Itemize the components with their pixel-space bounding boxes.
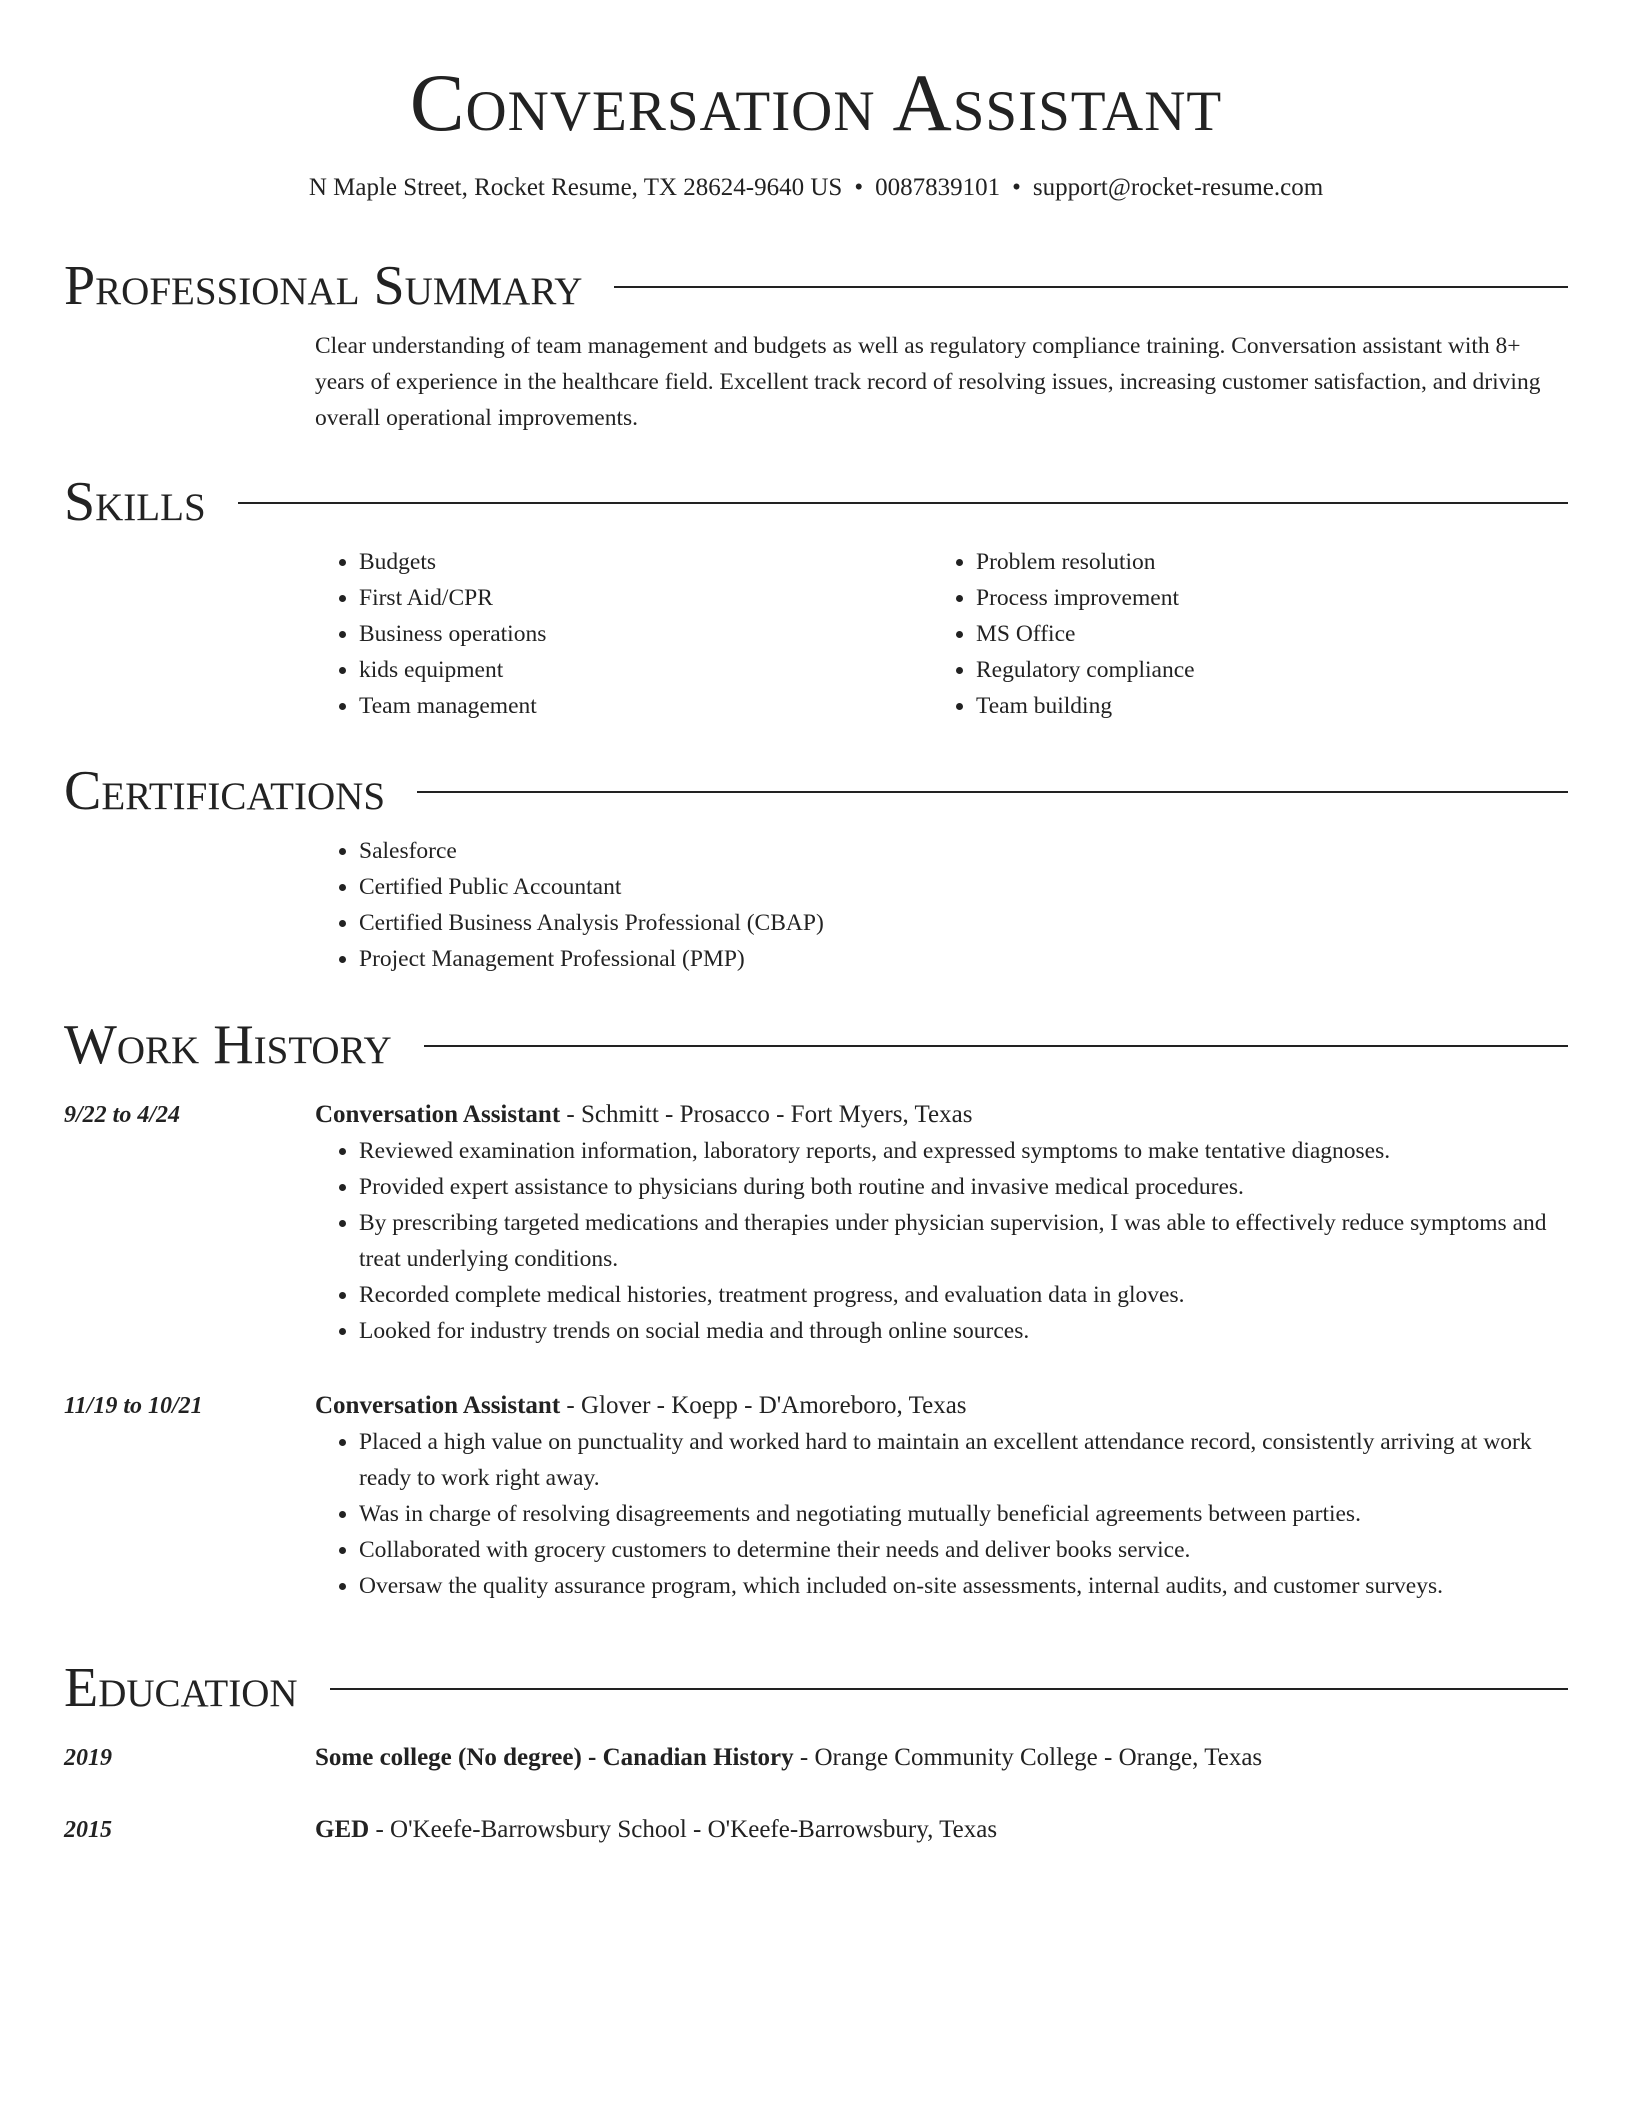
job-company: - Glover - Koepp - D'Amoreboro, Texas <box>560 1392 967 1419</box>
education-year: 2015 <box>64 1817 112 1843</box>
candidate-name: Conversation Assistant <box>409 57 1223 148</box>
resume-page <box>64 0 1568 1843</box>
section-divider <box>424 1045 1568 1047</box>
job-company: - Schmitt - Prosacco - Fort Myers, Texas <box>560 1101 973 1128</box>
education-heading <box>315 1812 1568 1848</box>
job-bullet: • Looked for industry trends on social media and through online sources. <box>359 1313 1568 1349</box>
certification-item: • Certified Public Accountant <box>359 869 1568 905</box>
education-entry <box>64 1812 1568 1848</box>
section-title: Certifications <box>64 760 386 822</box>
section-divider <box>238 502 1568 504</box>
contact-phone: 0087839101 <box>875 174 1001 201</box>
job-title: Conversation Assistant <box>315 1392 561 1419</box>
skill-item: • Team building <box>976 688 1549 724</box>
education-school: - Orange Community College - Orange, Texas <box>793 1744 1263 1771</box>
skills-list-right <box>932 544 1549 724</box>
certifications-section <box>64 761 1568 977</box>
education-year: 2019 <box>64 1745 112 1771</box>
section-title: Skills <box>64 471 206 533</box>
job-heading <box>315 1097 1568 1133</box>
certifications-list <box>315 833 1568 977</box>
work-history-section <box>64 1015 1568 1604</box>
education-degree: GED <box>315 1816 370 1843</box>
job-bullet: • Collaborated with grocery customers to determine their needs and deliver books service. <box>359 1532 1568 1568</box>
contact-separator: • <box>854 174 864 201</box>
skills-section <box>64 472 1568 724</box>
job-bullet: • Reviewed examination information, laboratory reports, and expressed symptoms to make tentative diagnoses. <box>359 1133 1568 1169</box>
job-dates: 9/22 to 4/24 <box>64 1102 181 1128</box>
section-title: Professional Summary <box>64 255 583 317</box>
certification-item: • Certified Business Analysis Professional (CBAP) <box>359 905 1568 941</box>
skill-item: • kids equipment <box>359 652 932 688</box>
job-bullets <box>315 1133 1568 1349</box>
summary-text: Clear understanding of team management and budgets as well as regulatory compliance training. Conversation assistant with 8+ years of experience in the healthcare field. Excellent track record of resolving issues, increasing customer satisfaction, and driving overall operational improvements. <box>315 333 1541 431</box>
job-entry <box>64 1388 1568 1604</box>
skill-item: • Process improvement <box>976 580 1549 616</box>
skills-list-left <box>315 544 932 724</box>
education-school: - O'Keefe-Barrowsbury School - O'Keefe-Barrowsbury, Texas <box>369 1816 998 1843</box>
contact-address: N Maple Street, Rocket Resume, TX 28624-9640 US <box>308 174 843 201</box>
job-entry <box>64 1097 1568 1349</box>
section-header <box>64 761 1568 821</box>
contact-separator: • <box>1012 174 1021 201</box>
section-title: Work History <box>64 1014 392 1076</box>
job-dates: 11/19 to 10/21 <box>64 1393 203 1419</box>
job-bullet: • By prescribing targeted medications and therapies under physician supervision, I was able to effectively reduce symptoms and treat underlying conditions. <box>359 1205 1568 1277</box>
job-bullet: • Provided expert assistance to physicians during both routine and invasive medical procedures. <box>359 1169 1568 1205</box>
education-section <box>64 1658 1568 1848</box>
skill-item: • MS Office <box>976 616 1549 652</box>
skill-item: • Business operations <box>359 616 932 652</box>
contact-email: support@rocket-resume.com <box>1032 174 1324 201</box>
section-header <box>64 256 1568 316</box>
education-heading <box>315 1740 1568 1776</box>
job-bullet: • Recorded complete medical histories, treatment progress, and evaluation data in gloves. <box>359 1277 1568 1313</box>
job-bullet: • Oversaw the quality assurance program, which included on-site assessments, internal audits, and customer surveys. <box>359 1568 1568 1604</box>
job-bullet: • Placed a high value on punctuality and worked hard to maintain an excellent attendance record, consistently arriving at work ready to work right away. <box>359 1424 1568 1496</box>
section-title: Education <box>64 1657 298 1719</box>
contact-line <box>64 172 1568 204</box>
section-divider <box>417 791 1568 793</box>
skill-item: • Team management <box>359 688 932 724</box>
education-entry <box>64 1740 1568 1776</box>
skill-item: • Budgets <box>359 544 932 580</box>
skill-item: • Problem resolution <box>976 544 1549 580</box>
section-divider <box>614 286 1568 288</box>
job-title: Conversation Assistant <box>315 1101 561 1128</box>
education-degree: Some college (No degree) - Canadian History <box>315 1744 794 1771</box>
section-header <box>64 472 1568 532</box>
skill-item: • First Aid/CPR <box>359 580 932 616</box>
job-bullets <box>315 1424 1568 1604</box>
certification-item: • Project Management Professional (PMP) <box>359 941 1568 977</box>
section-divider <box>330 1688 1568 1690</box>
certification-item: • Salesforce <box>359 833 1568 869</box>
job-bullet: • Was in charge of resolving disagreements and negotiating mutually beneficial agreements between parties. <box>359 1496 1568 1532</box>
summary-section <box>64 256 1568 436</box>
section-header <box>64 1658 1568 1718</box>
section-header <box>64 1015 1568 1075</box>
skill-item: • Regulatory compliance <box>976 652 1549 688</box>
job-heading <box>315 1388 1568 1424</box>
